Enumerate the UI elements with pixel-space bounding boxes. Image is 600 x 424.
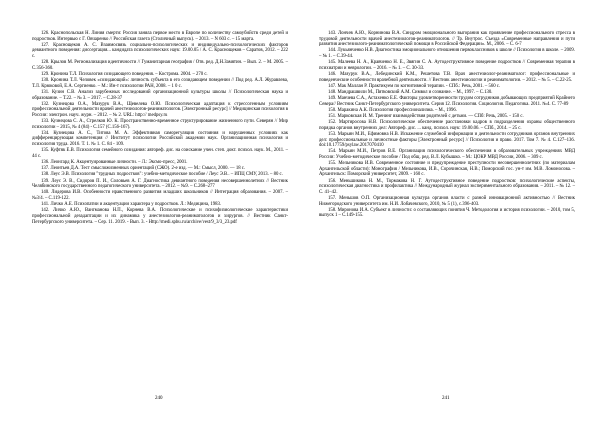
left-page-references (32, 31, 288, 226)
reference-item: 137. Леонтьев Д.А. Тест смысложизненных ориентаций (СЖО). 2-е изд. — М.: Смысл, 2000. — 18 с. (41, 166, 246, 172)
reference-item: 134. Кузнецова А. С., Титова М. А. Эффективная саморегуляция состояния и нарушенных условиях как дифференцирующая компетенция // Институт психологии Российской академии наук. Организационная психология и психология труда. 2016. Т. 1. № 1. С. 84 - 109. (32, 130, 288, 148)
reference-item: 144. Лукьянченко Н.В. Диагностика эмоционального отношения первоклассников к школе // Психология в школе. – 2009. – № 1. – С.39-44. (319, 48, 575, 59)
reference-item: 132. Кузнецова О.А., Мазурук В.А., Щевелева О.Ю. Психологическая адаптация к стрессогенным условиям профессиональной деятельности врачей анестезиологов-реаниматологов. [Электронный ресурс] // Медицинская психология в России: электрон. науч. журн. – 2012. – № 2. URL: http:// medpsy.ru (32, 101, 288, 118)
reference-item: 138. Леус Э.В. Психология "трудных подростков": учебно-методическое пособие / Леус Э.В.. – ИПЦ СМУ, 2013. – 80 с. (41, 172, 283, 178)
page-number-left: 240 (155, 396, 163, 401)
reference-item: 131. Кузин С.В. Анализ зарубежных исследований организационной культуры школы // Психологическая наука и образование. – Т.22. – № 3. – 2017. – С.28-37 (32, 89, 288, 101)
reference-item: 139. Леус Э. В., Сидоров П. И., Соловьев А. Г. Диагностика девиантного поведения несовершеннолетних // Вестник Челябинского государственного педагогического университета. – 2012. – №9. – С.268–277 (32, 178, 288, 190)
reference-item: 158. Миронова И.А. Субъект в личности: о составляющих понятия Ч. Методология и история психологии. – 2010, том 5, выпуск 1 – С.149-155. (319, 207, 575, 219)
reference-item: 155. Мельникова И.В. Современное состояние и предупреждение преступности несовершеннолетних (по материалам Архангельской области): Монография / Мельникова, И.В., Сорочинская, Н.В.; Поморский гос. ун-т им. М.В. Ломоносова. – Архангельск: Поморский университет, 2009. - 160 с. (319, 161, 575, 178)
reference-item: 133. Кузнецова С. А., Стрелков Ю. К. Пространственно-временное структурирование жизненного пути. Северян // Мир психологии – 2015, № 4 (84) - С.157 (С.156-167). (32, 119, 288, 130)
reference-item: 154. Марьин М.И., Петров В.Е. Организация психологического обеспечения в образовательных учреждениях МВД России: Учебно-методическое пособие / Под общ. ред. В.Л. Кубышко. – М.: ЦОКР МВД России, 2006. – 309 с. (319, 149, 575, 160)
reference-item: 127. Краснощеков А. С. Взаимосвязь социально-психологических и индивидуально-психологических факторов девиантного поведения: диссертация... кандидата психологических наук: 19.00.05 / А. С. Краснощеков – Саратов, 2012. – 222 с. (32, 42, 288, 59)
page-number-right: 241 (442, 396, 450, 401)
reference-item: 140. Лидерова И.В. Особенности нравственного развития младших школьников // Интеграция образования. – 2007. – №3/4. – С.119-122. (32, 190, 288, 201)
reference-item: 152. Мартиросова Н.В. Психологическое обеспечение расстановки кадров в подразделения охраны общественного порядка органов внутренних дел: Автореф. дис. ... канд. психол. наук: 19.00.06. – СПб., 2014. – 25 с. (319, 120, 575, 131)
reference-item: 136. Леонгард К. Акцентуированные личности. – Л.: Эксмо-пресс, 2001. (41, 160, 188, 165)
reference-item: 145. Малеева Н. А., Кравченко Н. Е., Звягин С. А. Аутодеструктивное поведение подростков // Современная терапия в психиатрии и неврологии. – 2016. – № 1. – С. 30-33. (319, 60, 575, 71)
right-page-references (319, 31, 575, 220)
reference-item: 156. Меньшикова Н. М., Тормакова Н. Г. Аутодеструктивное поведение подростков: психологические аспекты, психологическая диагностика и профилактика // Международный журнал экспериментального образования. – 2011. – № 12. – С. 41–42. (319, 178, 575, 195)
reference-item: 150. Маракина А.К. Психология профессионализма. – М., 1996. (328, 107, 457, 113)
reference-item: 130. Кронина Т.Л. Человек «созидающий»: личность субъекта в его созидающем поведении // Под ред. А.Л. Журавлева, Т.Л. Крюковой, Е.А. Сергиенко. – М.: Ин-т психологии РАН, 2008. – 1 0 с. (32, 78, 288, 89)
reference-item: 146. Мазурук В.А., Лебединский К.М., Решетова Т.В. Врач анестезиолог-реаниматолог: профессиональные и поведенческие особенности врачебной деятельности. // Вестник анестезиологии и реаниматологии. – 2012. – № 5. – С.22-25. (319, 71, 575, 83)
reference-item: 143. Лончев А.Ю., Корнинова В.А. Синдром эмоционального выгорания как проявление профессионального стресса в трудовой деятельности врачей анестезиологов-реаниматологов. // Тр. Внутрос. Съезда «Современные направления и пути развития анестезиолого-реаниматологической помощи в Российской Федерации». М., 2006. – С. 6-7 (319, 31, 575, 48)
reference-item: 147. Мак Маллан Р. Практикуем по когнитивной терапии. - СПб.: Речь, 2001. – 560 с. (328, 83, 501, 89)
reference-item: 157. Меньшов О.П. Организационная культура органов власти с разной инновационной активностью // Вестник Нижегородского университета им. Н.И. Лобачевского, 2010, № 5 (1), с.396-403. (319, 195, 575, 207)
reference-item: 129. Кронина Т.Л. Психология созидающего поведения. – Кострома. 2004. – 270 с. (41, 71, 208, 77)
reference-item: 148. Мандрашвили М., Пятковский А.М. Символ и сознание. – М., 1997. – С.130. (328, 89, 493, 95)
reference-item: 128. Крылов М. Регионализация идентичности // Гуманитарная география / Отв. ред. Д.Н.Замятин. – Вып. 2. – М. 2005. – С.356-360. (32, 60, 288, 71)
reference-item: 141. Личко А.Е. Психопатии и акцентуации характера у подростков. Л.: Медицина, 1983. (41, 202, 222, 208)
reference-item: 153. Марьин М.И., Ефимовна Н.В. Искажение служебной информации и деятельности сотрудников органов внутренних дел: профессиональные и личностные факторы [Электронный ресурс] // Психология и право. 2017. Том 7. № 4. С.127–136. doi:10.17759/psylaw.2017070410 (319, 132, 575, 149)
reference-item: 135. Куфтяк Е.В. Психология семейного созидания: автореф. дис. на соискание учен. степ. докт. психол. наук. М., 2011. – 44 с. (32, 148, 288, 159)
reference-item: 151. Марковская И. М. Тренинг взаимодействия родителей с детьми. — СПб: Речь, 2005. - 150 с. (328, 114, 524, 120)
reference-item: 126. Краснопольская Н. Линия смерти: Россия заняла первое место в Европе по количеству самоубийств среди детей и подростков. Интервью с Г. Овчаренко // Российская газета (Столичный выпуск). – 2013. – N 603 с. – 15 марта. (32, 31, 288, 42)
reference-item: 142. Личко А.Ю., Вангманова Н.П., Корнева В.А. Психологические и психофизиологические характеристики профессиональной дезадаптации и их динамика у анестезиологов-реаниматологов и хирургов. // Вестник Санкт-Петербургского университета. – Сер. 11. 2019. - Вып. 3. - Http://medi.spbu.ru/archive/vest/9_3/3_23.pdf (32, 208, 288, 225)
reference-item: 149. Манчева С.А., Астахенко Е.Е. Факторы удовлетворенности трудом сотрудников добывающих предприятий Крайнего Севера// Вестник Санкт-Петербургского университета. Серия 12. Психология. Социология. Педагогика. 2011. №4. С. 77-89 (319, 96, 575, 107)
